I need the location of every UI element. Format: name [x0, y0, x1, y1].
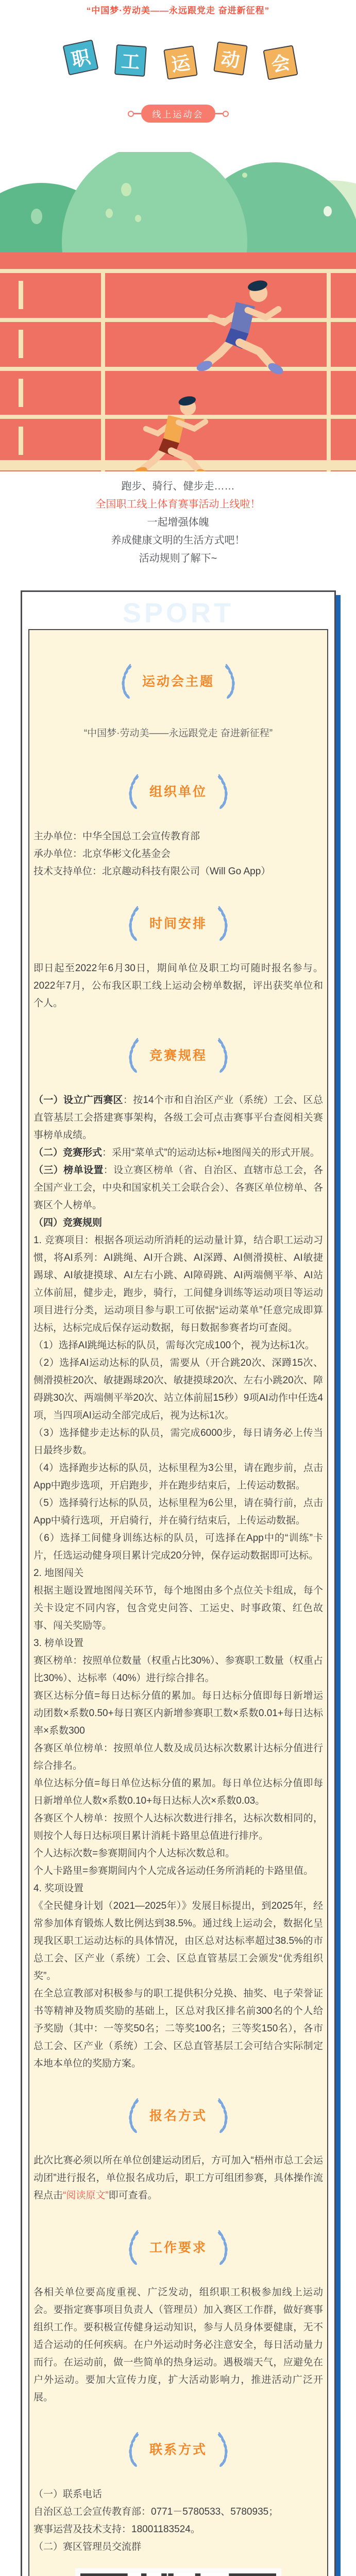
paragraph [33, 2503, 323, 2521]
read-original-link[interactable]: “阅读原文” [63, 2190, 109, 2201]
hill-spot [121, 183, 131, 196]
text-run: （二）赛区管理员交流群 [33, 2541, 142, 2552]
paragraph [33, 863, 323, 880]
hills-illustration [0, 152, 356, 252]
intro-line: 跑步、骑行、健步走…… [121, 481, 235, 492]
laurel-left-icon [121, 2228, 141, 2265]
text-run: ：设立赛区榜单（省、自治区、直辖市总工会，各全国产业工会，中央和国家机关工会联合会）、各赛区单位榜单、各赛区个人榜单。 [33, 1165, 323, 1211]
track-line [327, 269, 331, 471]
title-card [114, 44, 147, 77]
qr-code-image [75, 2568, 281, 2576]
section-body [33, 725, 323, 742]
laurel-right-icon [223, 662, 243, 699]
sport-watermark: SPORT [122, 598, 234, 629]
paragraph [33, 960, 323, 1012]
section-title: 工作要求 [149, 2241, 207, 2255]
track-line [101, 269, 105, 471]
section-title: 竞赛规程 [149, 1048, 207, 1063]
badge-connector [134, 113, 141, 114]
title-char: 会 [269, 52, 292, 76]
text-run: 承办单位：北京华彬文化基金会 [33, 849, 171, 859]
paragraph [33, 1214, 323, 1232]
section-header [33, 1036, 323, 1073]
badge-dot-icon [128, 111, 134, 117]
paragraph [33, 1460, 323, 1495]
lane-tick [19, 330, 23, 358]
section-title: 时间安排 [149, 917, 207, 931]
paragraph [33, 1775, 323, 1810]
runner-blue-icon [185, 274, 294, 385]
paragraph [33, 1162, 323, 1214]
title-card [213, 41, 248, 76]
section-body [33, 2152, 323, 2205]
hill-shape [62, 152, 247, 252]
lane-tick [19, 281, 23, 309]
title-char: 运 [170, 52, 192, 76]
text-run: （3）选择健步走达标的队员，需完成6000步，每日请务必上传当日最终步数。 [33, 1428, 323, 1456]
paragraph [33, 1652, 323, 1687]
text-run: 4. 奖项设置 [33, 1883, 84, 1894]
hill-spot [242, 173, 247, 178]
hill-spot [31, 209, 42, 224]
text-run: 单位达标分值=每日单位达标分值的累加。每日单位达标分值即每日新增单位人数×系数0.10+每日达标人次×系数0.03。 [33, 1778, 323, 1806]
text-run: 即可查看。 [108, 2190, 158, 2201]
text-run: 1. 竞赛项目：根据各项运动所消耗的运动量计算，结合职工运动习惯，将AI系列：AI跳绳、AI开合跳、AI深蹲、AI侧滑摸桩、AI敏捷踢球、AI敏捷摸球、AI左右小跳、AI障碍跳、AI两端侧平举、AI站立体前屈，健步走，跑步，骑行，工间健身训练等运动项目等运动项目进行分类，运动项目参与职工可依据“运动菜单”任意完成即算达标，达标完成后保存运动数据，每日数据参赛者均可查阅。 [33, 1235, 323, 1333]
laurel-right-icon [215, 1036, 236, 1073]
paragraph [33, 1897, 323, 1985]
title-card [263, 45, 298, 80]
paragraph [33, 1582, 323, 1635]
section-schedule [33, 904, 323, 1012]
text-run: （四）竞赛规则 [33, 1217, 103, 1228]
section-rules [33, 1036, 323, 2073]
section-registration [33, 2096, 323, 2205]
text-run: “中国梦·劳动美——永远跟党走 奋进新征程” [83, 728, 273, 739]
laurel-left-icon [121, 1036, 141, 1073]
text-run: 即日起至2022年6月30日，期间单位及职工均可随时报名参与。2022年7月，公布我区职工线上运动会榜单数据，评出获奖单位和个人。 [33, 963, 323, 1009]
text-run: 3. 榜单设置 [33, 1638, 84, 1649]
section-header [33, 2430, 323, 2467]
section-body [33, 960, 323, 1012]
paragraph [33, 725, 323, 742]
text-run: 在全总宣教部对积极参与的职工提供积分兑换、抽奖、电子荣誉证书等精神及物质奖励的基础上，区总对我区排名前300名的个人给予奖励（其中：一等奖50名；二等奖100名；三等奖150名），各市总工会、区产业（系统）工会、区总直管基层工会可结合实际制定本地本单位的奖励方案。 [33, 1988, 323, 2069]
badge-connector [215, 113, 223, 114]
laurel-right-icon [215, 2096, 236, 2133]
section-title: 报名方式 [149, 2109, 207, 2123]
paragraph [33, 1425, 323, 1460]
section-organizers [33, 772, 323, 880]
paragraph [33, 1565, 323, 1582]
text-run: （1）选择AI跳绳达标的队员，需每次完成100个，视为达标1次。 [33, 1340, 315, 1351]
intro-line: 一起增强体魄 [147, 517, 209, 528]
paragraph [33, 1495, 323, 1530]
paragraph [33, 1810, 323, 1845]
section-header [33, 662, 323, 699]
track-line [0, 367, 356, 371]
rules-card [21, 590, 336, 2576]
text-run: （6）选择工间健身训练达标的队员，可选择在App中的“训练”卡片，任选运动健身项目累计完成20分钟，保存运动数据即可达标。 [33, 1533, 323, 1561]
text-run: （4）选择跑步达标的队员，达标里程为3公里，请在跑步前，点击App中跑步选项，开启跑步，并在跑步结束后，上传运动数据。 [33, 1463, 323, 1491]
section-title: 联系方式 [149, 2443, 207, 2457]
section-body [33, 2284, 323, 2406]
running-track-illustration [0, 252, 356, 471]
title-card [163, 45, 198, 80]
text-run: 各赛区个人榜单：按照个人达标次数进行排名，达标次数相同的，则按个人每日达标项目累计消耗卡路里总值进行排序。 [33, 1813, 323, 1841]
lane-tick [19, 379, 23, 407]
text-run: 赛事运营及技术支持：18001183524。 [33, 2524, 200, 2535]
intro-line: 养成健康文明的生活方式吧！ [111, 535, 245, 546]
text-run: 此次比赛必须以所在单位创建运动团后，方可加入“梧州市总工会运动团”进行报名，单位报名成功后，职工方可组团参赛，具体操作流程点击 [33, 2155, 323, 2201]
badge-label: 线上运动会 [141, 105, 215, 123]
paragraph [33, 1337, 323, 1354]
section-header [33, 2228, 323, 2265]
intro-line-highlight: 全国职工线上体育赛事活动上线啦！ [95, 499, 261, 510]
badge-dot-icon [223, 111, 229, 117]
text-run: （二）竞赛形式 [33, 1147, 103, 1158]
paragraph [33, 845, 323, 863]
paragraph [33, 828, 323, 845]
paragraph [33, 1862, 323, 1880]
text-run: 2. 地图闯关 [33, 1568, 84, 1579]
text-run: 自治区总工会宣传教育部：0771－5780533、5780935； [33, 2506, 279, 2517]
text-run: （一）设立广西赛区 [33, 1095, 123, 1106]
text-run: 《全民健身计划（2021—2025年）》发展目标提出，到2025年，经常参加体育锻炼人数比例达到38.5%。通过线上运动会，数据化呈现我区职工运动达标的具体情况，由区总对达标率超过38.5%的市总工会、区产业（系统）工会、区总直管基层工会颁发“优秀组织奖”。 [33, 1901, 323, 1981]
text-run: 个人卡路里=参赛期间内个人完成各运动任务所消耗的卡路里值。 [33, 1866, 314, 1876]
text-run: 各赛区单位榜单：按照单位人数及成员达标次数累计达标分值进行综合排名。 [33, 1743, 323, 1771]
paragraph [33, 1092, 323, 1144]
text-run: 个人达标次数=参赛期间内个人达标次数总和。 [33, 1848, 235, 1859]
title-char: 职 [70, 46, 92, 71]
text-run: （2）选择AI运动达标的队员，需要从（开合跳20次、深蹲15次、侧滑摸桩20次、敏捷踢球20次、敏捷摸球20次、左右小跳20次、障碍跳30次、两端侧平举20次、站立体前屈15秒）9项AI动作中任选4项，当四项AI运动全部完成后，视为达标1次。 [33, 1358, 323, 1421]
laurel-left-icon [113, 662, 134, 699]
laurel-left-icon [121, 2096, 141, 2133]
title-char: 动 [219, 47, 241, 72]
laurel-right-icon [215, 2228, 236, 2265]
laurel-right-icon [215, 904, 236, 941]
paragraph [33, 1635, 323, 1652]
lane-tick [19, 427, 23, 455]
text-run: 根据主题设置地图闯关环节，每个地图由多个点位关卡组成，每个关卡设定不同内容，包含党史问答、工运史、时事政策、红色故事、闯关奖励等。 [33, 1585, 323, 1631]
online-games-badge [0, 105, 356, 123]
section-header [33, 904, 323, 941]
paragraph [33, 1530, 323, 1565]
text-run: 技术支持单位：北京趣动科技有限公司（Will Go App） [33, 866, 271, 877]
paragraph [33, 1740, 323, 1775]
top-slogan: “中国梦·劳动美——永远跟党走 奋进新征程” [86, 6, 270, 15]
text-run: 赛区达标分值=每日达标分值的累加。每日达标分值即每日新增运动团数×系数0.50+每日赛区内新增参赛职工数×系数0.01+每日达标率×系数300 [33, 1690, 323, 1736]
section-header [33, 2096, 323, 2133]
title-card [63, 40, 99, 76]
section-body [33, 828, 323, 880]
paragraph [33, 2152, 323, 2205]
section-title: 运动会主题 [142, 674, 214, 689]
hill-spot [324, 206, 332, 216]
track-line [0, 269, 356, 273]
intro-line: 活动规则了解下~ [139, 553, 217, 564]
intro-block [0, 478, 356, 568]
paragraph [33, 1232, 323, 1337]
section-header [33, 772, 323, 809]
laurel-right-icon [215, 2430, 236, 2467]
paragraph [33, 1845, 323, 1862]
text-run: ：采用“菜单式”的运动达标+地图闯关的形式开展。 [102, 1147, 320, 1158]
paragraph [33, 1985, 323, 2073]
paragraph [33, 2284, 323, 2406]
track-line [0, 318, 356, 322]
laurel-left-icon [121, 904, 141, 941]
text-run: （三）榜单设置 [33, 1165, 104, 1176]
section-requirements [33, 2228, 323, 2406]
section-title: 组织单位 [149, 785, 207, 799]
paragraph [33, 1687, 323, 1740]
paragraph [33, 1354, 323, 1425]
text-run: 赛区榜单：按照单位数量（权重占比30%）、参赛职工数量（权重占比30%）、达标率（40%）进行综合排名。 [33, 1655, 323, 1684]
text-run: （5）选择骑行达标的队员，达标里程为6公里，请在骑行前，点击App中骑行选项，开启骑行，并在骑行结束后，上传运动数据。 [33, 1498, 323, 1526]
laurel-left-icon [121, 2430, 141, 2467]
rules-panel [28, 629, 328, 2576]
hill-spot [135, 215, 141, 222]
text-run: 主办单位：中华全国总工会宣传教育部 [33, 831, 200, 842]
text-run: ：按14个市和自治区产业（系统）工会、区总直管基层工会搭建赛事架构，各级工会可点击赛事平台查阅相关赛事榜单成绩。 [33, 1095, 323, 1141]
paragraph [33, 1144, 323, 1162]
hill-spot [106, 209, 113, 218]
section-body [33, 1092, 323, 2073]
paragraph [33, 1880, 323, 1897]
text-run: 各相关单位要高度重视、广泛发动，组织职工积极参加线上运动会。要指定赛事项目负责人（管理员）加入赛区工作群，做好赛事组织工作。要积极宣传健身运动知识，参与人员身体要健康，无不适合运动的任何疾病。在户外运动时务必注意安全，每日活动量力而行。在运动前，做一些简单的热身运动。遇极端天气，应避免在户外运动。要加大宣传力度，扩大活动影响力，推进活动广泛开展。 [33, 2287, 323, 2403]
section-theme [33, 662, 323, 742]
laurel-left-icon [121, 772, 141, 809]
laurel-right-icon [215, 772, 236, 809]
runner-orange-icon [124, 391, 219, 471]
section-contact [33, 2430, 323, 2576]
hero-illustration [0, 0, 356, 471]
paragraph [33, 2486, 323, 2503]
text-run: （一）联系电话 [33, 2489, 103, 2500]
title-char: 工 [120, 50, 141, 73]
